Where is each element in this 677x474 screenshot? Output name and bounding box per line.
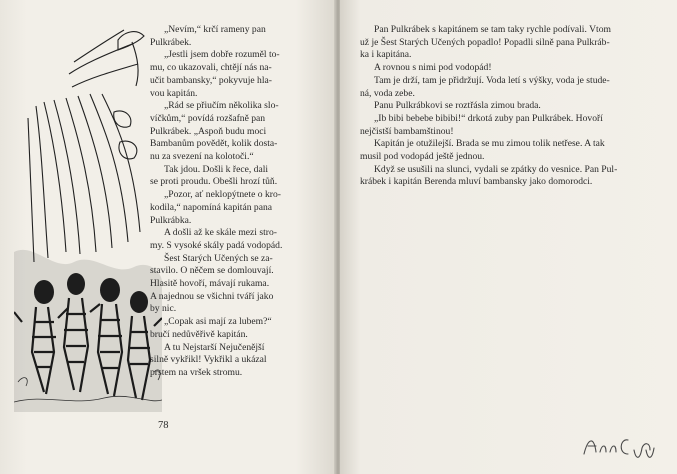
text-line: A došli až ke skále mezi stro- [164,227,277,239]
text-line: Hlasitě hovoří, mávají rukama. [150,278,270,290]
text-line: mu, co ukazovali, chtějí nás na- [150,62,272,74]
waterfall-illustration [14,22,162,412]
text-line: Tak jdou. Došli k řece, dali [164,163,269,175]
text-line: už je Šest Starých Učených popadlo! Popadli silně pana Pulkráb- [360,36,610,48]
text-line: Pulkrábek. [150,36,192,48]
text-line: bručí nedůvěřivě kapitán. [150,328,248,340]
text-line: vou kapitán. [150,87,198,99]
text-line: „Pozor, ať neklopýtnete o kro- [164,189,281,201]
text-line: „Rád se přiučím několika slo- [164,100,279,112]
text-line: „Jestli jsem dobře rozuměl to- [164,49,280,61]
text-line: se proti proudu. Obešli hrozí tůň. [150,176,278,188]
text-line: Bambanům povědět, kolik dosta- [150,138,278,150]
right-page-text [360,24,652,189]
text-line: my. S vysoké skály padá vodopád. [150,239,283,251]
text-line: Když se usušili na slunci, vydali se zpátky do vesnice. Pan Pul- [374,163,618,175]
text-line: A tu Nejstarší Nejučenější [164,341,265,353]
text-line: A rovnou s nimi pod vodopád! [374,62,492,74]
text-line: Šest Starých Učených se za- [164,252,273,264]
text-line: krábek i kapitán Berenda mluví bambansky jako domorodci. [360,176,593,188]
left-page-text [150,24,306,380]
text-line: víčkům,“ povídá rozšafně pan [150,112,266,124]
text-line: Pulkrábek. „Aspoň budu moci [150,125,267,137]
text-line: silně vykřikl! Vykřikl a ukázal [150,354,267,366]
handwritten-signature [580,432,670,460]
text-line: Panu Pulkrábkovi se roztřásla zimou brada. [374,100,541,112]
text-line: nu za svezení na kolotoči.“ [150,151,254,163]
text-line: musil pod vodopád ještě jednou. [360,151,485,163]
text-line: učit bambansky,“ pokyvuje hla- [150,74,272,86]
text-line: Kapitán je otužilejší. Brada se mu zimou tolik netřese. A tak [374,138,605,150]
text-line: ná, voda zebe. [360,87,415,99]
page-number: 78 [158,420,169,431]
text-line: A najednou se všichni tváří jako [150,290,274,302]
text-line: „Copak asi mají za lubem?“ [164,316,272,328]
text-line: Pulkrábka. [150,214,192,226]
text-line: kodila,“ napomíná kapitán pana [150,201,273,213]
text-line: prstem na vršek stromu. [150,366,243,378]
text-line: „Ib bibi bebebe bibibi!“ drkotá zuby pan Pulkrábek. Hovoří [374,112,603,124]
text-line: stavilo. O něčem se domlouvají. [150,265,274,277]
text-line: by nic. [150,303,177,315]
text-line: „Nevím,“ krčí rameny pan [164,24,266,35]
text-line: ka i kapitána. [360,49,412,61]
text-line: Tam je drží, tam je přidržují. Voda letí s výšky, voda je stude- [374,74,610,86]
text-line: nejčistší bambamštinou! [360,125,454,137]
text-line: Pan Pulkrábek s kapitánem se tam taky rychle podívali. Vtom [374,24,611,35]
left-page [0,0,336,474]
